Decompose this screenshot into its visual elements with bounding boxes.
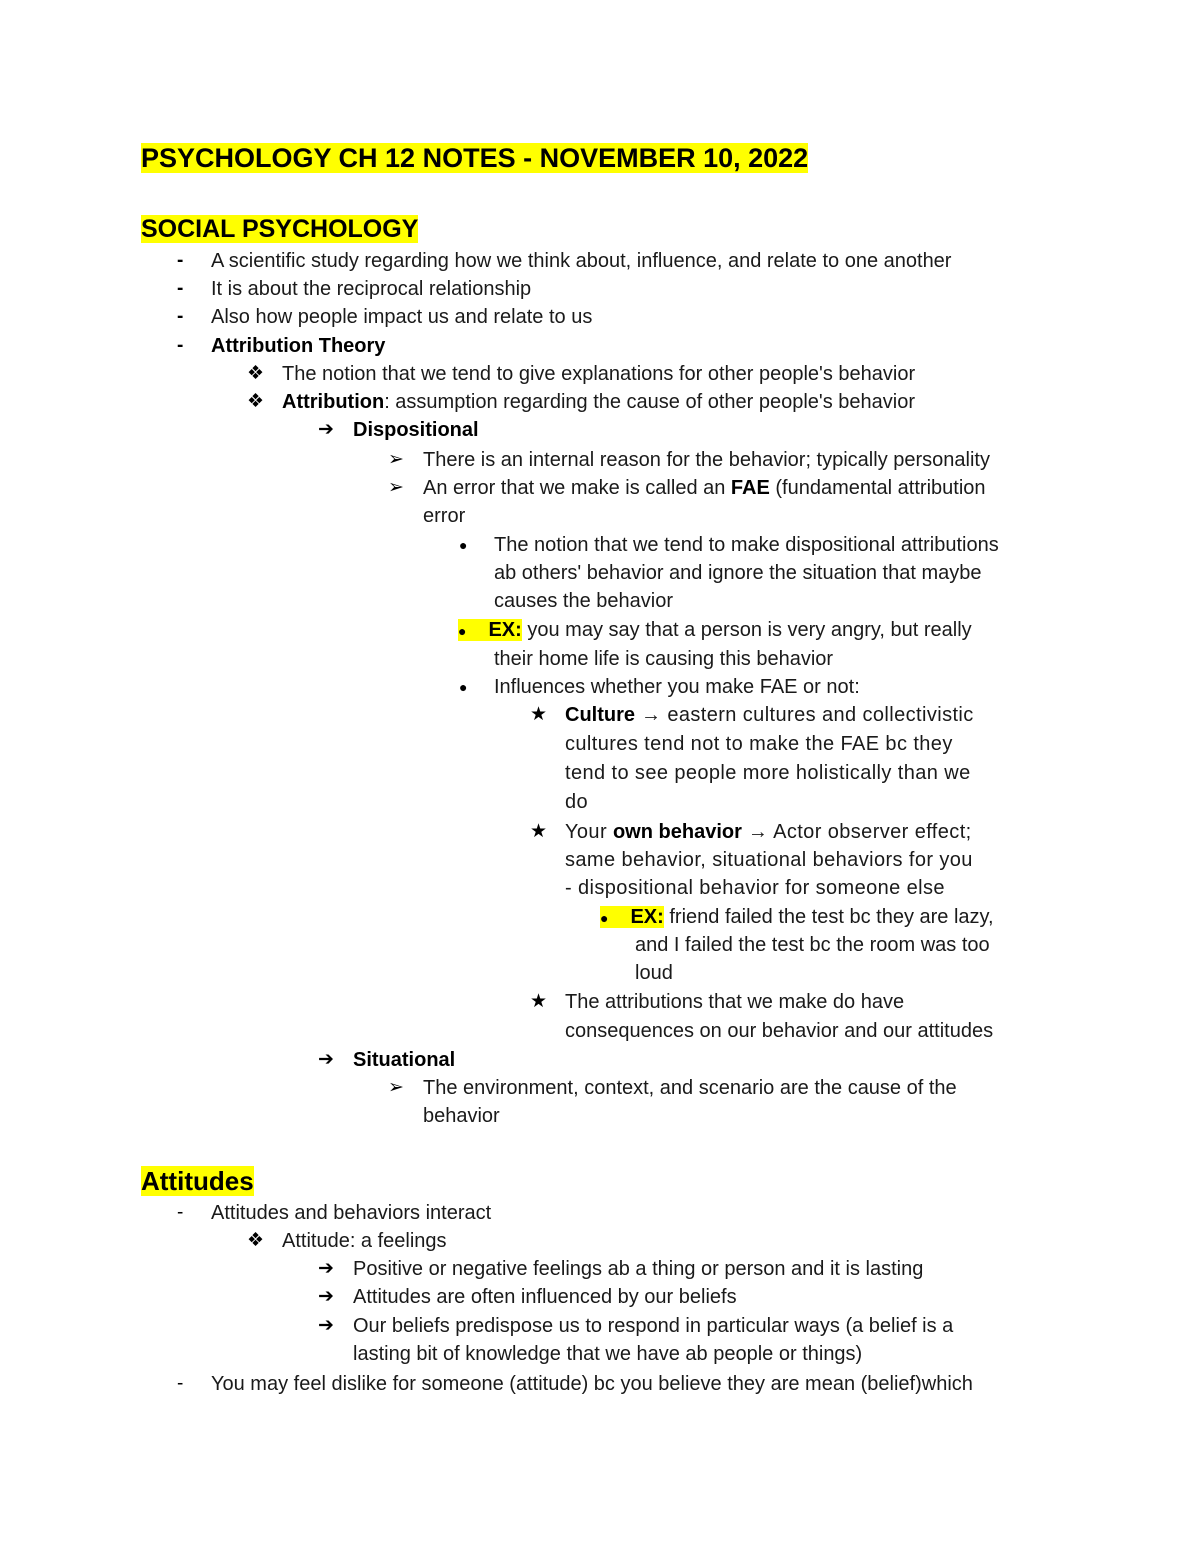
highlighted-example-label: ● EX:	[458, 619, 522, 641]
chevron-bullet-icon: ➢	[388, 449, 404, 470]
list-item-fae: An error that we make is called an FAE (fundamental attribution	[423, 477, 986, 499]
highlighted-example-label: ● EX:	[600, 906, 664, 928]
example-item: ● EX: you may say that a person is very angry, but really	[458, 619, 972, 641]
list-item: Attitude: a feelings	[282, 1230, 447, 1252]
bullet-icon: ●	[459, 679, 468, 695]
page-title	[141, 141, 808, 175]
list-item: It is about the reciprocal relationship	[211, 278, 532, 300]
title-text: PSYCHOLOGY CH 12 NOTES - NOVEMBER 10, 2022	[141, 143, 809, 173]
list-item-continuation: lasting bit of knowledge that we have ab people or things)	[353, 1343, 863, 1365]
dash-bullet-icon: -	[177, 1202, 184, 1223]
star-bullet-icon: ★	[530, 821, 548, 842]
list-item-continuation: same behavior, situational behaviors for you	[565, 849, 973, 871]
bullet-icon: ●	[600, 910, 609, 926]
star-bullet-icon: ★	[530, 991, 548, 1012]
list-item: Influences whether you make FAE or not:	[494, 676, 860, 698]
bullet-icon: ●	[458, 623, 467, 639]
list-item: The notion that we tend to give explanations for other people's behavior	[282, 363, 916, 385]
dash-bullet-icon: -	[177, 278, 184, 299]
section-heading-attitudes: Attitudes	[141, 1166, 254, 1196]
list-item-continuation: do	[565, 791, 589, 813]
arrow-bullet-icon: ➔	[318, 1258, 334, 1279]
list-item-continuation: loud	[635, 962, 673, 984]
chevron-bullet-icon: ➢	[388, 477, 404, 498]
dash-bullet-icon: -	[177, 1373, 184, 1394]
list-item-continuation: consequences on our behavior and our attitudes	[565, 1020, 994, 1042]
list-item-continuation: error	[423, 505, 466, 527]
list-item-continuation: behavior	[423, 1105, 500, 1127]
list-item-own-behavior: Your own behavior → Actor observer effect;	[565, 821, 972, 843]
list-item: Positive or negative feelings ab a thing or person and it is lasting	[353, 1258, 924, 1280]
list-item: You may feel dislike for someone (attitude) bc you believe they are mean (belief)which	[211, 1373, 973, 1395]
list-item: Also how people impact us and relate to us	[211, 306, 593, 328]
list-item-attribution: Attribution: assumption regarding the cause of other people's behavior	[282, 391, 916, 413]
list-item: The notion that we tend to make dispositional attributions	[494, 534, 999, 556]
list-item-situational: Situational	[353, 1049, 456, 1071]
list-item-continuation: - dispositional behavior for someone else	[565, 877, 945, 899]
arrow-bullet-icon: ➔	[318, 1049, 334, 1070]
section-heading-social-psychology: SOCIAL PSYCHOLOGY	[141, 215, 419, 243]
diamond-bullet-icon: ❖	[247, 391, 265, 412]
star-bullet-icon: ★	[530, 704, 548, 725]
list-item-continuation: and I failed the test bc the room was too	[635, 934, 990, 956]
list-item-culture: Culture → eastern cultures and collectivistic	[565, 704, 974, 726]
arrow-bullet-icon: ➔	[318, 1315, 334, 1336]
list-item-continuation: cultures tend not to make the FAE bc they	[565, 733, 953, 755]
list-item-continuation: their home life is causing this behavior	[494, 648, 834, 670]
dash-bullet-icon: -	[177, 306, 184, 327]
list-item: Attitudes and behaviors interact	[211, 1202, 492, 1224]
list-item-continuation: causes the behavior	[494, 590, 674, 612]
list-item: Attitudes are often influenced by our beliefs	[353, 1286, 737, 1308]
list-item-attribution-theory: Attribution Theory	[211, 335, 386, 357]
list-item-continuation: tend to see people more holistically than we	[565, 762, 971, 784]
arrow-bullet-icon: ➔	[318, 1286, 334, 1307]
list-item: The attributions that we make do have	[565, 991, 905, 1013]
chevron-bullet-icon: ➢	[388, 1077, 404, 1098]
list-item-dispositional: Dispositional	[353, 419, 479, 441]
bullet-icon: ●	[459, 537, 468, 553]
diamond-bullet-icon: ❖	[247, 1230, 265, 1251]
diamond-bullet-icon: ❖	[247, 363, 265, 384]
arrow-bullet-icon: ➔	[318, 419, 334, 440]
dash-bullet-icon: -	[177, 250, 184, 271]
list-item-continuation: ab others' behavior and ignore the situation that maybe	[494, 562, 982, 584]
list-item: A scientific study regarding how we think about, influence, and relate to one another	[211, 250, 952, 272]
list-item: There is an internal reason for the behavior; typically personality	[423, 449, 990, 471]
dash-bullet-icon: -	[177, 335, 184, 356]
example-item: ● EX: friend failed the test bc they are lazy,	[600, 906, 994, 928]
list-item: The environment, context, and scenario are the cause of the	[423, 1077, 957, 1099]
list-item: Our beliefs predispose us to respond in particular ways (a belief is a	[353, 1315, 954, 1337]
